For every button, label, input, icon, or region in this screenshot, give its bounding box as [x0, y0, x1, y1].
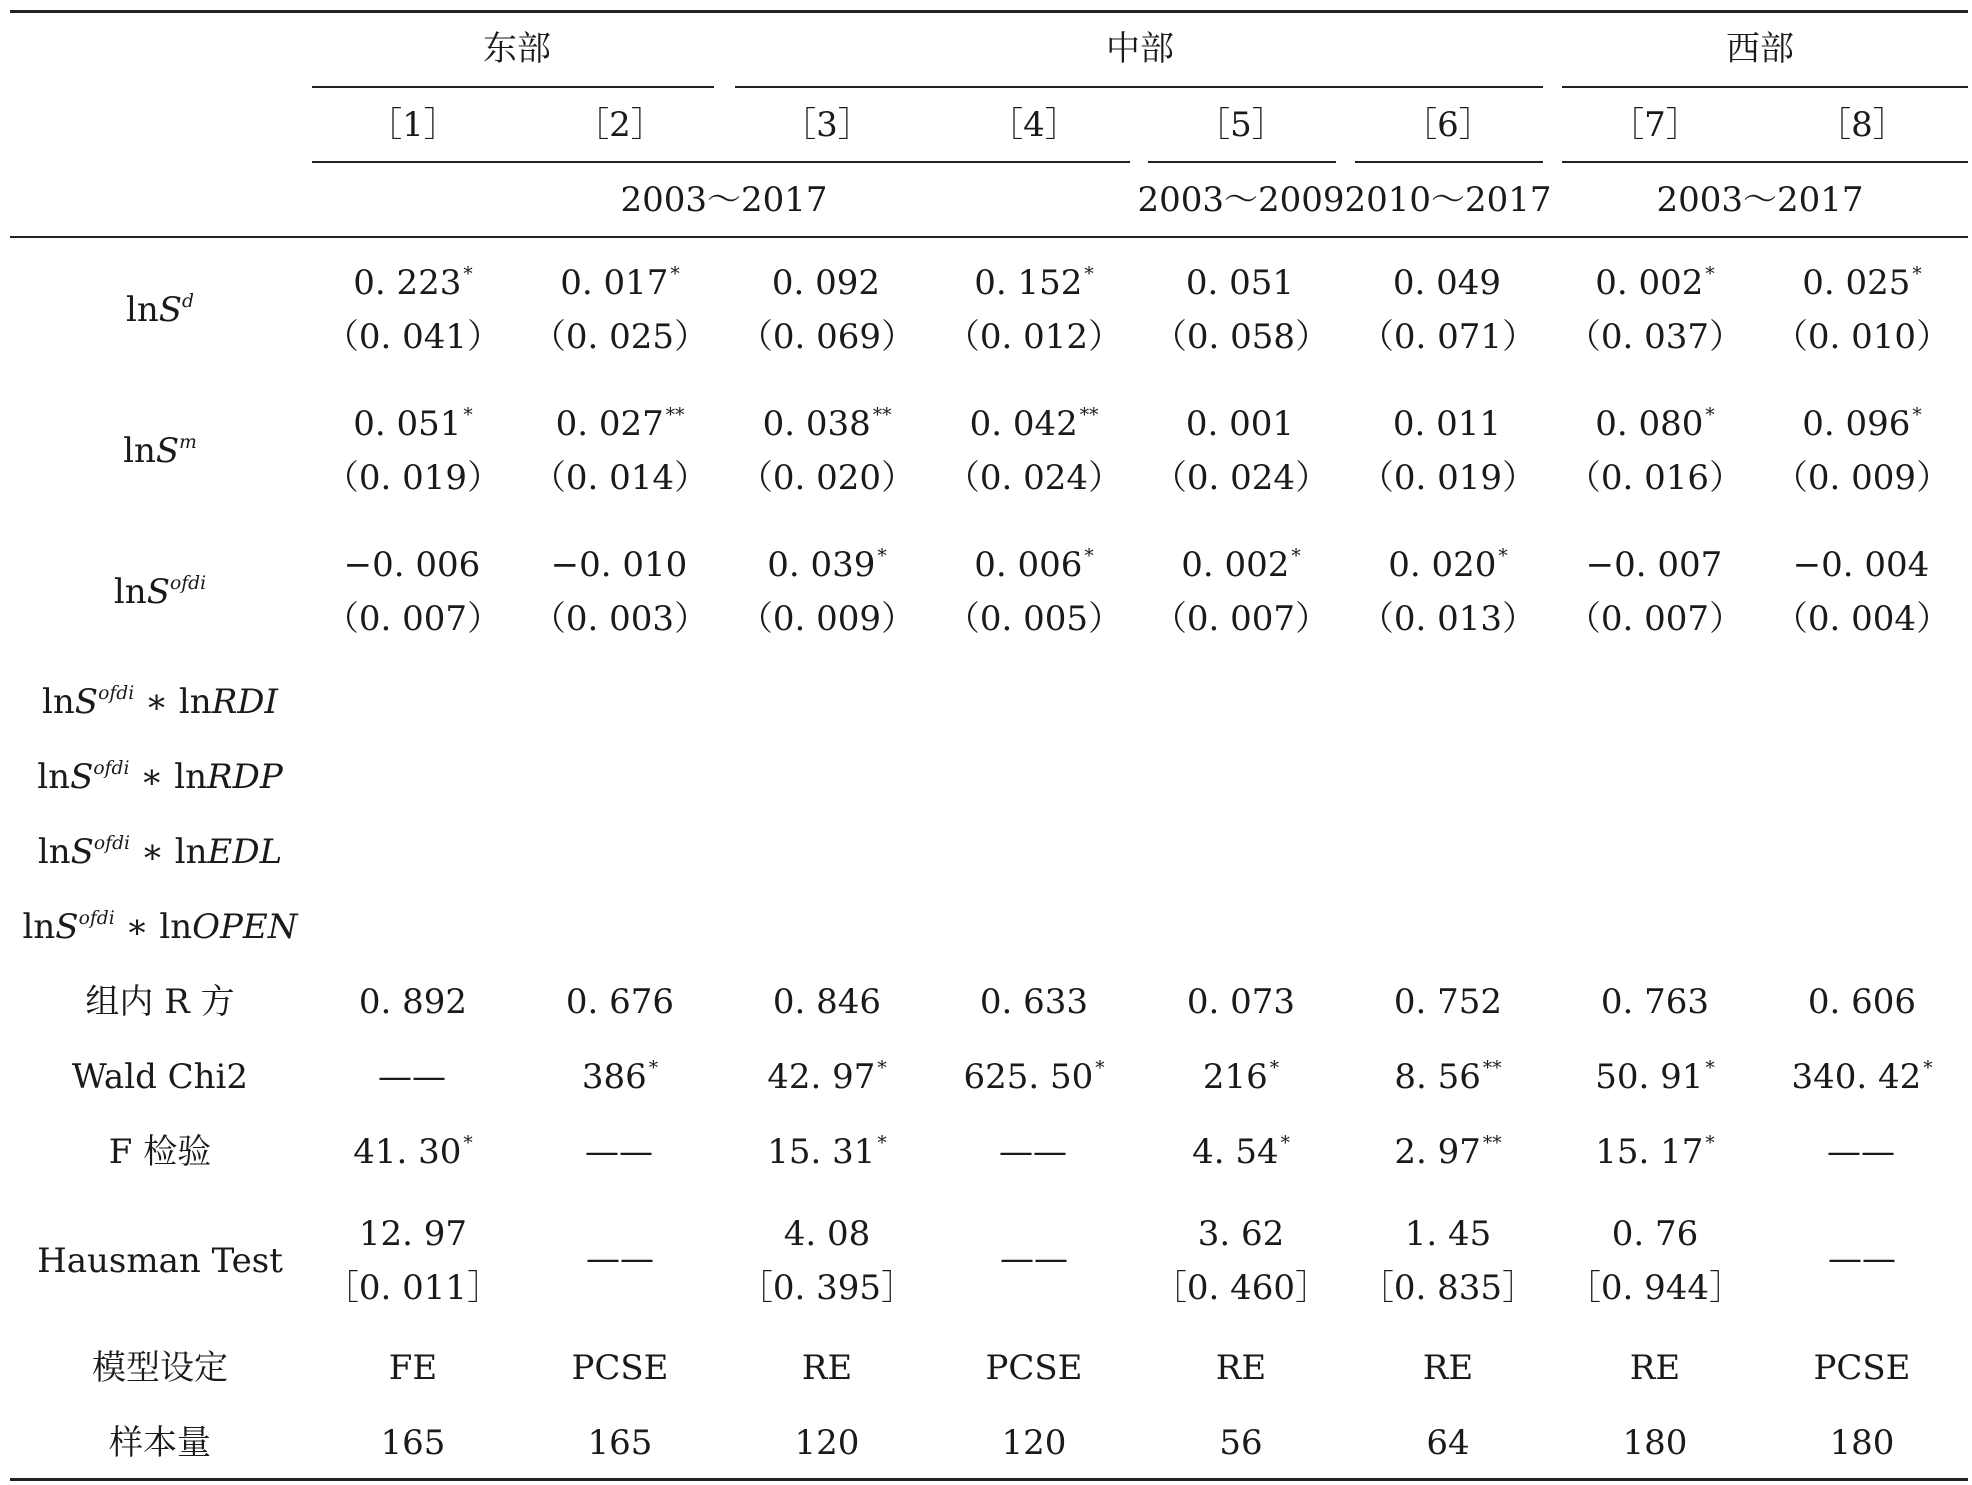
se-lnSm-col1-value: （0. 019）	[324, 458, 502, 498]
coef-lnSd-col4	[974, 263, 1094, 303]
wald-col5-value: 216	[1202, 1057, 1268, 1097]
coef-lnSofdi-col4-value: 0. 006	[974, 545, 1083, 585]
coef-lnSd-col3	[771, 263, 882, 303]
wald-col3-stars: *	[877, 1057, 887, 1079]
model-col2	[571, 1348, 669, 1388]
se-lnSofdi-col6	[1359, 599, 1537, 639]
label-ftest: F 检验	[108, 1132, 212, 1172]
coef-lnSm-col3	[762, 404, 892, 444]
coef-lnSofdi-col5-value: 0. 002	[1181, 545, 1290, 585]
period-rule-4	[1562, 161, 1968, 163]
se-lnSm-col1	[324, 458, 502, 498]
hausman-p-col5	[1152, 1268, 1330, 1308]
ftest-col6-stars: **	[1482, 1132, 1502, 1154]
r2-col8	[1807, 982, 1917, 1022]
wald-col8-value: 340. 42	[1791, 1057, 1922, 1097]
coef-lnSd-col4-value: 0. 152	[974, 263, 1083, 303]
wald-col6-stars: **	[1482, 1057, 1502, 1079]
coef-lnSofdi-col3	[767, 545, 887, 585]
se-lnSd-col4-value: （0. 012）	[945, 317, 1123, 357]
label-lnSd: lnS$^d$	[125, 290, 195, 330]
se-lnSofdi-col4-value: （0. 005）	[945, 599, 1123, 639]
ftest-col6-value: 2. 97	[1394, 1132, 1481, 1172]
hausman-stat-col2	[586, 1239, 654, 1279]
se-lnSd-col6-value: （0. 071）	[1359, 317, 1537, 357]
label-lnSofdi: lnS$^{ofdi}$	[113, 572, 207, 612]
r2-col8-value: 0. 606	[1807, 982, 1917, 1022]
wald-col4-stars: *	[1095, 1057, 1105, 1079]
coef-lnSm-col4-value: 0. 042	[969, 404, 1078, 444]
se-lnSofdi-col5	[1152, 599, 1330, 639]
se-lnSofdi-col3-value: （0. 009）	[738, 599, 916, 639]
coef-lnSd-col2-stars: *	[670, 263, 680, 285]
se-lnSofdi-col2	[531, 599, 709, 639]
hausman-stat-col6-value: 1. 45	[1404, 1214, 1492, 1254]
wald-col7-stars: *	[1705, 1057, 1715, 1079]
coef-lnSofdi-col4	[974, 545, 1094, 585]
ftest-col3-stars: *	[877, 1132, 887, 1154]
coef-lnSofdi-col3-stars: *	[877, 545, 887, 567]
model-col3	[801, 1348, 853, 1388]
coef-lnSd-col7-stars: *	[1705, 263, 1715, 285]
coef-lnSd-col8-stars: *	[1912, 263, 1922, 285]
coef-lnSm-col6	[1392, 404, 1503, 444]
model-col3-value: RE	[801, 1348, 853, 1388]
se-lnSm-col6-value: （0. 019）	[1359, 458, 1537, 498]
coef-lnSofdi-col1	[343, 545, 483, 585]
coef-lnSofdi-col7-value: −0. 007	[1585, 545, 1723, 585]
period-7-8: 2003～2017	[1656, 180, 1864, 220]
r2-col5-value: 0. 073	[1186, 982, 1296, 1022]
se-lnSm-col7	[1566, 458, 1744, 498]
se-lnSm-col5-value: （0. 024）	[1152, 458, 1330, 498]
se-lnSm-col6	[1359, 458, 1537, 498]
hausman-stat-col4	[1000, 1239, 1068, 1279]
coef-lnSd-col4-stars: *	[1084, 263, 1094, 285]
hausman-p-col1-value: ［0. 011］	[324, 1268, 502, 1308]
se-lnSofdi-col7	[1566, 599, 1744, 639]
wald-col1	[378, 1057, 448, 1097]
coef-lnSm-col7-stars: *	[1705, 404, 1715, 426]
model-col4-value: PCSE	[985, 1348, 1083, 1388]
group-rule-central	[735, 86, 1543, 88]
hausman-p-col7	[1566, 1268, 1744, 1308]
wald-col2	[581, 1057, 659, 1097]
coef-lnSd-col1-stars: *	[463, 263, 473, 285]
period-rule-1	[312, 161, 1130, 163]
hausman-p-col7-value: ［0. 944］	[1566, 1268, 1744, 1308]
coef-lnSofdi-col7	[1585, 545, 1725, 585]
hausman-stat-col1-value: 12. 97	[358, 1214, 468, 1254]
coef-lnSd-col2-value: 0. 017	[560, 263, 669, 303]
top-rule	[10, 10, 1968, 13]
ftest-col6	[1394, 1132, 1502, 1172]
wald-col3-value: 42. 97	[767, 1057, 876, 1097]
model-col1	[388, 1348, 438, 1388]
group-central: 中部	[1106, 29, 1174, 69]
model-col7-value: RE	[1629, 1348, 1681, 1388]
coef-lnSofdi-col8-value: −0. 004	[1792, 545, 1930, 585]
wald-col7	[1595, 1057, 1715, 1097]
se-lnSm-col8-value: （0. 009）	[1773, 458, 1951, 498]
n-col6	[1426, 1423, 1470, 1463]
n-col1	[380, 1423, 446, 1463]
coef-lnSofdi-col6-stars: *	[1498, 545, 1508, 567]
hausman-stat-col5-value: 3. 62	[1197, 1214, 1285, 1254]
ftest-col2	[585, 1132, 655, 1172]
hausman-p-col1	[324, 1268, 502, 1308]
se-lnSd-col3-value: （0. 069）	[738, 317, 916, 357]
se-lnSofdi-col1	[324, 599, 502, 639]
wald-col2-stars: *	[648, 1057, 659, 1079]
coef-lnSm-col2	[555, 404, 685, 444]
ftest-col2-value: ——	[585, 1132, 653, 1172]
se-lnSofdi-col3	[738, 599, 916, 639]
ftest-col8	[1827, 1132, 1897, 1172]
se-lnSd-col6	[1359, 317, 1537, 357]
model-col5-value: RE	[1215, 1348, 1267, 1388]
r2-col4	[979, 982, 1089, 1022]
se-lnSm-col4	[945, 458, 1123, 498]
coef-lnSd-col2	[560, 263, 680, 303]
hausman-stat-col5	[1197, 1214, 1285, 1254]
label-r2: 组内 R 方	[85, 982, 235, 1022]
r2-col7-value: 0. 763	[1600, 982, 1710, 1022]
n-col7-value: 180	[1622, 1423, 1688, 1463]
period-5: 2003～2009	[1137, 180, 1345, 220]
model-col5	[1215, 1348, 1267, 1388]
label-lnSofdi-x-lnRDP: lnS$^{ofdi}$ ∗ lnRDP	[37, 757, 283, 797]
r2-col7	[1600, 982, 1710, 1022]
wald-col7-value: 50. 91	[1595, 1057, 1704, 1097]
se-lnSofdi-col4	[945, 599, 1123, 639]
wald-col8	[1791, 1057, 1933, 1097]
coef-lnSm-col7-value: 0. 080	[1595, 404, 1704, 444]
group-east: 东部	[483, 29, 551, 69]
coef-lnSd-col3-value: 0. 092	[771, 263, 881, 303]
coef-lnSm-col7	[1595, 404, 1715, 444]
label-hausman: Hausman Test	[37, 1241, 283, 1281]
coef-lnSm-col4	[969, 404, 1099, 444]
wald-col4	[963, 1057, 1105, 1097]
wald-col3	[767, 1057, 887, 1097]
hausman-p-col5-value: ［0. 460］	[1152, 1268, 1330, 1308]
n-col8	[1829, 1423, 1895, 1463]
wald-col4-value: 625. 50	[963, 1057, 1094, 1097]
wald-col2-value: 386	[581, 1057, 647, 1097]
coef-lnSd-col8	[1802, 263, 1922, 303]
ftest-col4	[999, 1132, 1069, 1172]
coef-lnSm-col8	[1802, 404, 1922, 444]
coef-lnSm-col4-stars: **	[1079, 404, 1099, 426]
period-rule-3	[1355, 161, 1543, 163]
hausman-stat-col7-value: 0. 76	[1611, 1214, 1699, 1254]
hausman-p-col6	[1359, 1268, 1537, 1308]
ftest-col5-value: 4. 54	[1192, 1132, 1279, 1172]
r2-col1	[358, 982, 468, 1022]
hausman-stat-col2-value: ——	[586, 1239, 654, 1279]
coef-lnSm-col8-value: 0. 096	[1802, 404, 1911, 444]
r2-col4-value: 0. 633	[979, 982, 1089, 1022]
model-col7	[1629, 1348, 1681, 1388]
coef-lnSofdi-col1-value: −0. 006	[343, 545, 481, 585]
group-west: 西部	[1726, 29, 1794, 69]
coef-lnSm-col6-value: 0. 011	[1392, 404, 1502, 444]
coef-lnSm-col1	[353, 404, 473, 444]
n-col2	[587, 1423, 653, 1463]
r2-col2	[565, 982, 675, 1022]
col-7: ［7］	[1610, 105, 1700, 145]
ftest-col8-value: ——	[1827, 1132, 1895, 1172]
coef-lnSm-col5	[1185, 404, 1296, 444]
hausman-stat-col1	[358, 1214, 468, 1254]
se-lnSd-col3	[738, 317, 916, 357]
coef-lnSofdi-col5-stars: *	[1291, 545, 1301, 567]
ftest-col7-value: 15. 17	[1595, 1132, 1704, 1172]
model-col6	[1422, 1348, 1474, 1388]
se-lnSd-col1	[324, 317, 502, 357]
ftest-col5-stars: *	[1280, 1132, 1290, 1154]
n-col4	[1001, 1423, 1067, 1463]
ftest-col7-stars: *	[1705, 1132, 1715, 1154]
ftest-col1-value: 41. 30	[353, 1132, 462, 1172]
r2-col6-value: 0. 752	[1393, 982, 1503, 1022]
se-lnSd-col7-value: （0. 037）	[1566, 317, 1744, 357]
r2-col2-value: 0. 676	[565, 982, 675, 1022]
se-lnSofdi-col2-value: （0. 003）	[531, 599, 709, 639]
n-col8-value: 180	[1829, 1423, 1895, 1463]
n-col2-value: 165	[587, 1423, 653, 1463]
n-col5	[1219, 1423, 1263, 1463]
label-model: 模型设定	[92, 1348, 228, 1388]
col-2: ［2］	[575, 105, 665, 145]
ftest-col7	[1595, 1132, 1715, 1172]
coef-lnSofdi-col6-value: 0. 020	[1388, 545, 1497, 585]
coef-lnSofdi-col2	[550, 545, 690, 585]
se-lnSm-col4-value: （0. 024）	[945, 458, 1123, 498]
label-wald: Wald Chi2	[71, 1057, 249, 1097]
period-6: 2010～2017	[1344, 180, 1552, 220]
model-col2-value: PCSE	[571, 1348, 669, 1388]
wald-col5-stars: *	[1269, 1057, 1280, 1079]
coef-lnSd-col5	[1185, 263, 1296, 303]
period-rule-2	[1148, 161, 1336, 163]
wald-col8-stars: *	[1923, 1057, 1933, 1079]
coef-lnSd-col7-value: 0. 002	[1595, 263, 1704, 303]
hausman-p-col6-value: ［0. 835］	[1359, 1268, 1537, 1308]
coef-lnSofdi-col5	[1181, 545, 1301, 585]
se-lnSd-col8-value: （0. 010）	[1773, 317, 1951, 357]
coef-lnSm-col3-value: 0. 038	[762, 404, 871, 444]
col-3: ［3］	[782, 105, 872, 145]
coef-lnSd-col6	[1392, 263, 1503, 303]
period-1-4: 2003～2017	[620, 180, 828, 220]
n-col1-value: 165	[380, 1423, 446, 1463]
bottom-rule	[10, 1478, 1968, 1481]
ftest-col1	[353, 1132, 473, 1172]
se-lnSd-col4	[945, 317, 1123, 357]
se-lnSd-col1-value: （0. 041）	[324, 317, 502, 357]
se-lnSofdi-col5-value: （0. 007）	[1152, 599, 1330, 639]
n-col7	[1622, 1423, 1688, 1463]
col-5: ［5］	[1196, 105, 1286, 145]
label-n: 样本量	[109, 1423, 211, 1463]
wald-col6-value: 8. 56	[1394, 1057, 1481, 1097]
se-lnSofdi-col8	[1773, 599, 1951, 639]
se-lnSd-col2-value: （0. 025）	[531, 317, 709, 357]
n-col3-value: 120	[794, 1423, 860, 1463]
coef-lnSd-col1	[353, 263, 473, 303]
se-lnSm-col3	[738, 458, 916, 498]
n-col6-value: 64	[1426, 1423, 1470, 1463]
se-lnSm-col8	[1773, 458, 1951, 498]
se-lnSd-col8	[1773, 317, 1951, 357]
coef-lnSofdi-col3-value: 0. 039	[767, 545, 876, 585]
group-rule-east	[312, 86, 714, 88]
se-lnSofdi-col7-value: （0. 007）	[1566, 599, 1744, 639]
hausman-stat-col4-value: ——	[1000, 1239, 1068, 1279]
header-bottom-rule	[10, 236, 1968, 238]
model-col4	[985, 1348, 1083, 1388]
col-8: ［8］	[1817, 105, 1907, 145]
coef-lnSm-col1-stars: *	[463, 404, 473, 426]
hausman-stat-col7	[1611, 1214, 1699, 1254]
col-1: ［1］	[368, 105, 458, 145]
ftest-col3	[767, 1132, 887, 1172]
se-lnSofdi-col6-value: （0. 013）	[1359, 599, 1537, 639]
se-lnSofdi-col1-value: （0. 007）	[324, 599, 502, 639]
coef-lnSofdi-col8	[1792, 545, 1932, 585]
coef-lnSm-col8-stars: *	[1912, 404, 1922, 426]
wald-col5	[1202, 1057, 1280, 1097]
se-lnSm-col7-value: （0. 016）	[1566, 458, 1744, 498]
se-lnSm-col2	[531, 458, 709, 498]
se-lnSd-col2	[531, 317, 709, 357]
coef-lnSd-col7	[1595, 263, 1715, 303]
n-col4-value: 120	[1001, 1423, 1067, 1463]
label-lnSm: lnS$^m$	[123, 431, 197, 471]
se-lnSd-col5-value: （0. 058）	[1152, 317, 1330, 357]
coef-lnSd-col8-value: 0. 025	[1802, 263, 1911, 303]
se-lnSm-col3-value: （0. 020）	[738, 458, 916, 498]
coef-lnSm-col3-stars: **	[872, 404, 892, 426]
r2-col6	[1393, 982, 1503, 1022]
se-lnSd-col7	[1566, 317, 1744, 357]
hausman-stat-col3	[783, 1214, 871, 1254]
coef-lnSofdi-col6	[1388, 545, 1508, 585]
n-col5-value: 56	[1219, 1423, 1263, 1463]
ftest-col1-stars: *	[463, 1132, 473, 1154]
r2-col3	[772, 982, 882, 1022]
se-lnSofdi-col8-value: （0. 004）	[1773, 599, 1951, 639]
r2-col5	[1186, 982, 1296, 1022]
model-col6-value: RE	[1422, 1348, 1474, 1388]
ftest-col5	[1192, 1132, 1290, 1172]
label-lnSofdi-x-lnOPEN: lnS$^{ofdi}$ ∗ lnOPEN	[22, 907, 298, 947]
coef-lnSofdi-col4-stars: *	[1084, 545, 1094, 567]
se-lnSm-col2-value: （0. 014）	[531, 458, 709, 498]
col-4: ［4］	[989, 105, 1079, 145]
group-rule-west	[1562, 86, 1968, 88]
coef-lnSd-col5-value: 0. 051	[1185, 263, 1295, 303]
coef-lnSm-col5-value: 0. 001	[1185, 404, 1295, 444]
coef-lnSofdi-col2-value: −0. 010	[550, 545, 688, 585]
hausman-stat-col8	[1828, 1239, 1896, 1279]
wald-col6	[1394, 1057, 1502, 1097]
wald-col1-value: ——	[378, 1057, 446, 1097]
coef-lnSm-col2-stars: **	[665, 404, 685, 426]
coef-lnSd-col6-value: 0. 049	[1392, 263, 1502, 303]
r2-col3-value: 0. 846	[772, 982, 882, 1022]
ftest-col4-value: ——	[999, 1132, 1067, 1172]
coef-lnSm-col2-value: 0. 027	[555, 404, 664, 444]
hausman-stat-col8-value: ——	[1828, 1239, 1896, 1279]
label-lnSofdi-x-lnEDL: lnS$^{ofdi}$ ∗ lnEDL	[37, 832, 283, 872]
model-col1-value: FE	[388, 1348, 438, 1388]
r2-col1-value: 0. 892	[358, 982, 468, 1022]
hausman-p-col3-value: ［0. 395］	[738, 1268, 916, 1308]
model-col8	[1813, 1348, 1911, 1388]
ftest-col3-value: 15. 31	[767, 1132, 876, 1172]
hausman-stat-col3-value: 4. 08	[783, 1214, 871, 1254]
se-lnSm-col5	[1152, 458, 1330, 498]
n-col3	[794, 1423, 860, 1463]
label-lnSofdi-x-lnRDI: lnS$^{ofdi}$ ∗ lnRDI	[42, 682, 278, 722]
hausman-p-col3	[738, 1268, 916, 1308]
model-col8-value: PCSE	[1813, 1348, 1911, 1388]
hausman-stat-col6	[1404, 1214, 1492, 1254]
coef-lnSm-col1-value: 0. 051	[353, 404, 462, 444]
col-6: ［6］	[1403, 105, 1493, 145]
coef-lnSd-col1-value: 0. 223	[353, 263, 462, 303]
se-lnSd-col5	[1152, 317, 1330, 357]
